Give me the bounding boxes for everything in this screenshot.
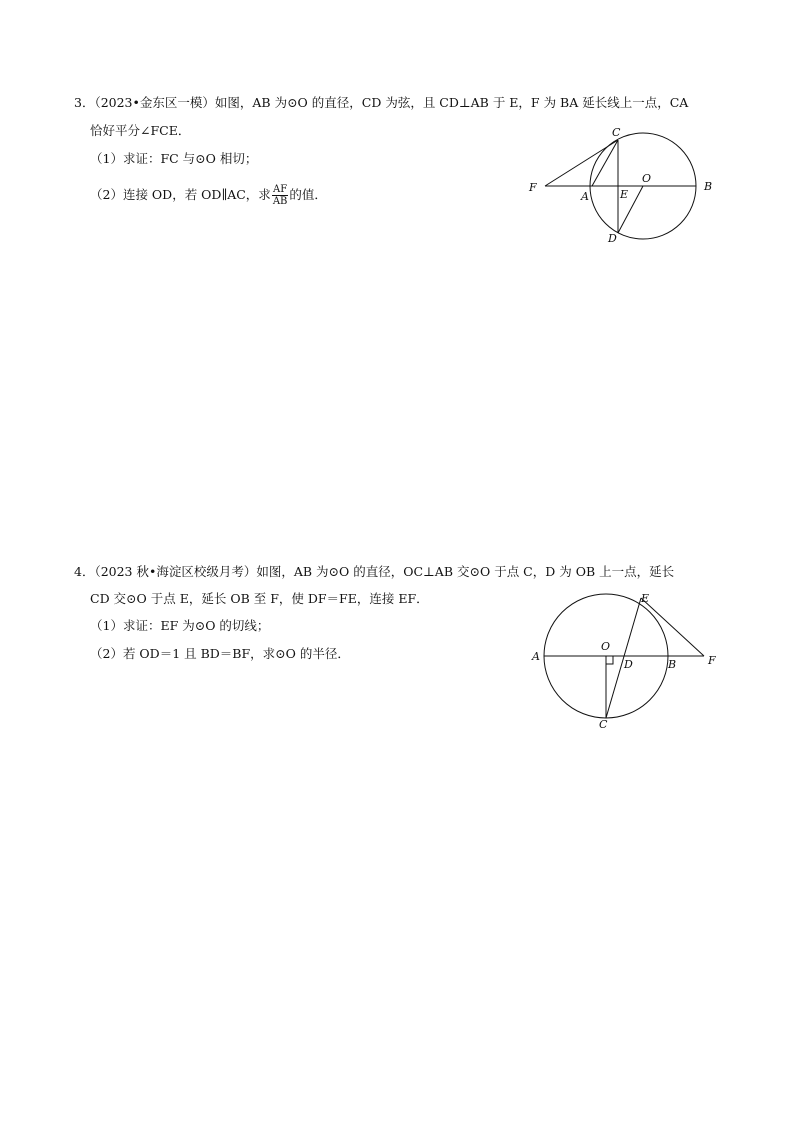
label-b: B	[704, 180, 713, 193]
label-a: A	[581, 190, 589, 203]
label-c: C	[612, 126, 621, 139]
part-2-prefix: （2）连接 OD，若 OD∥AC，求	[90, 187, 271, 202]
label-f: F	[529, 181, 537, 194]
label-d: D	[624, 658, 633, 671]
problem-4-line-2: CD 交⊙O 于点 E，延长 OB 至 F，使 DF＝FE，连接 EF．	[90, 591, 429, 606]
label-c: C	[599, 718, 608, 731]
tangent-fc	[545, 140, 618, 186]
label-o: O	[601, 640, 611, 653]
right-angle-mark	[606, 656, 613, 664]
segment-ca	[592, 140, 618, 186]
tangent-ef	[641, 598, 704, 656]
label-o: O	[642, 172, 652, 185]
problem-4-part-2: （2）若 OD＝1 且 BD＝BF，求⊙O 的半径．	[90, 646, 350, 661]
problem-3-part-1: （1）求证：FC 与⊙O 相切；	[90, 151, 258, 166]
problem-3-part-2	[90, 184, 327, 207]
label-b: B	[668, 658, 677, 671]
problem-4-figure	[528, 588, 728, 733]
problem-3-line-2: 恰好平分∠FCE．	[90, 123, 191, 138]
problem-3-figure	[520, 122, 730, 247]
label-e: E	[641, 592, 650, 605]
label-f: F	[708, 654, 716, 667]
problem-4-line-1: 4．（2023 秋•海淀区校级月考）如图，AB 为⊙O 的直径，OC⊥AB 交⊙O 于点 C，D 为 OB 上一点，延长	[74, 564, 675, 579]
problem-4-part-1: （1）求证：EF 为⊙O 的切线；	[90, 618, 270, 633]
label-d: D	[608, 232, 617, 245]
label-e: E	[620, 188, 629, 201]
label-a: A	[532, 650, 540, 663]
part-2-suffix: 的值．	[289, 187, 327, 202]
fraction-denominator: AB	[272, 196, 288, 207]
problem-3-line-1: 3．（2023•金东区一模）如图，AB 为⊙O 的直径，CD 为弦，且 CD⊥AB 于 E，F 为 BA 延长线上一点，CA	[74, 95, 689, 110]
fraction-numerator: AF	[273, 184, 288, 195]
fraction	[272, 184, 289, 207]
